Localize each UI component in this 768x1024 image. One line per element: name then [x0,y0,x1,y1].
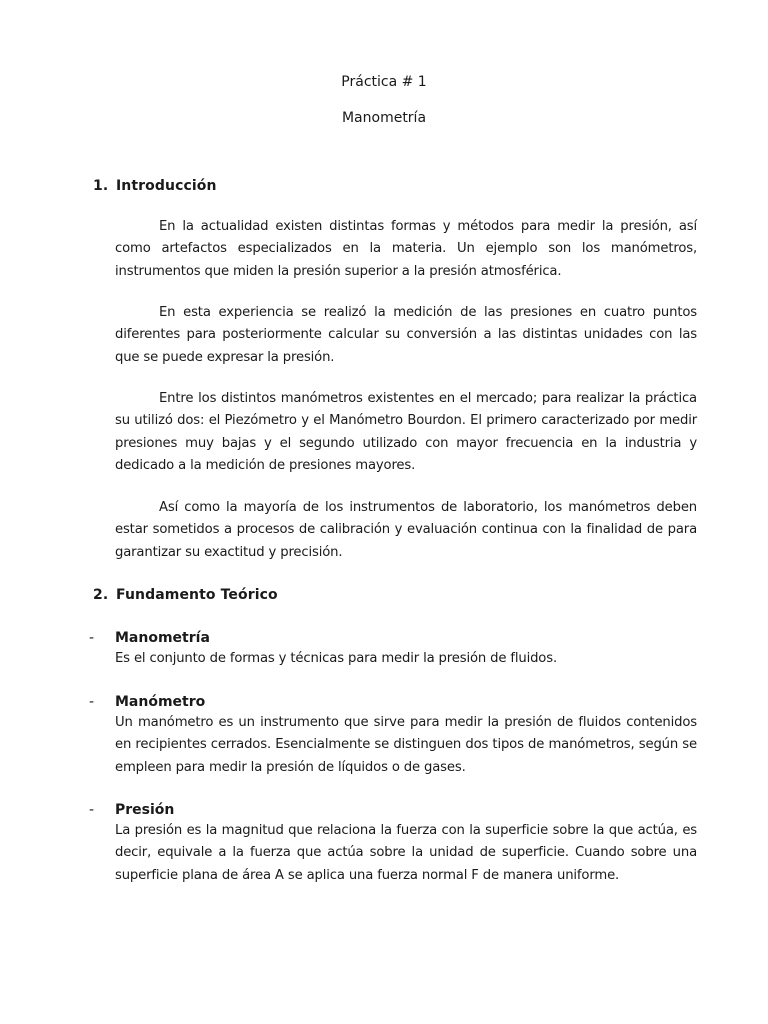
section-title: Introducción [116,178,217,194]
term-label: Presión [115,802,175,818]
definition-term-manometria [89,629,210,647]
definition-text: La presión es la magnitud que relaciona la fuerza con la superficie sobre la que actúa, es decir, equivale a la fuerza que actúa sobre la unidad de superficie. Cuando sobre una superficie plana de área A se aplica una fuerza normal F de manera uniforme. [115,823,697,883]
section-title: Fundamento Teórico [116,587,278,603]
definition-text: Es el conjunto de formas y técnicas para medir la presión de fluidos. [115,651,557,666]
definition-term-presion [89,801,174,819]
definition-term-manometro [89,693,205,711]
bullet-dash: - [89,630,95,646]
definition-text: Un manómetro es un instrumento que sirve para medir la presión de fluidos contenidos en recipientes cerrados. Esencialmente se distinguen dos tipos de manómetros, según se empleen para medir la presión de líquidos o de gases. [115,715,697,775]
document-subtitle: Manometría [341,110,427,126]
paragraph: Entre los distintos manómetros existentes en el mercado; para realizar la práctica su utilizó dos: el Piezómetro y el Manómetro Bourdon. El primero caracterizado por medir presiones muy bajas y el segundo utilizado con mayor frecuencia en la industria y dedicado a la medición de presiones mayores. [115,391,697,474]
section-number: 2. [93,587,109,603]
section-heading-introduccion [93,177,217,195]
term-label: Manómetro [115,694,206,710]
term-label: Manometría [115,630,210,646]
section-number: 1. [93,178,109,194]
paragraph: Así como la mayoría de los instrumentos de laboratorio, los manómetros deben estar sometidos a procesos de calibración y evaluación continua con la finalidad de para garantizar su exactitud y precisión. [115,500,697,560]
paragraph: En esta experiencia se realizó la medición de las presiones en cuatro puntos diferentes para posteriormente calcular su conversión a las distintas unidades con las que se puede expresar la presión. [115,305,697,365]
document-title: Práctica # 1 [341,74,427,90]
paragraph: En la actualidad existen distintas formas y métodos para medir la presión, así como artefactos especializados en la materia. Un ejemplo son los manómetros, instrumentos que miden la presión superior a la presión atmosférica. [115,219,697,279]
section-heading-fundamento-teorico [93,586,278,604]
bullet-dash: - [89,802,95,818]
bullet-dash: - [89,694,95,710]
